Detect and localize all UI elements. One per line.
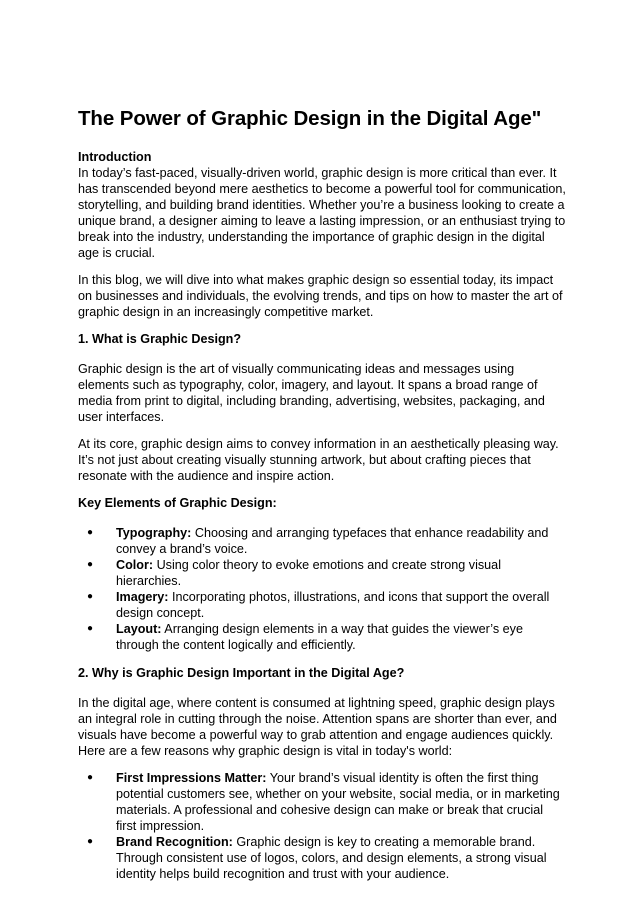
intro-paragraph-2: In this blog, we will dive into what makes graphic design so essential today, its impact on businesses and individuals, the evolving trends, and tips on how to master the art of graphic design in an increasingly competitive market. <box>78 273 563 319</box>
list-item-term: Color: <box>116 558 154 572</box>
list-item <box>87 770 566 834</box>
document-title: The Power of Graphic Design in the Digital Age" <box>78 107 542 130</box>
list-item <box>87 589 566 621</box>
list-item-term: Layout: <box>116 622 162 636</box>
list-item-text: Graphic design is key to creating a memorable brand. Through consistent use of logos, colors, and design elements, a strong visual identity helps build recognition and trust with your audience. <box>116 835 547 881</box>
list-item-text: Arranging design elements in a way that guides the viewer’s eye through the content logically and efficiently. <box>116 622 523 652</box>
bullet-icon: ● <box>87 836 94 847</box>
reasons-list <box>78 770 566 882</box>
list-item-text: Choosing and arranging typefaces that enhance readability and convey a brand’s voice. <box>116 526 549 556</box>
list-item-term: Brand Recognition: <box>116 835 233 849</box>
list-item <box>87 525 566 557</box>
list-item-term: Typography: <box>116 526 192 540</box>
bullet-icon: ● <box>87 527 94 538</box>
intro-paragraph-1 <box>78 149 566 261</box>
bullet-icon: ● <box>87 559 94 570</box>
section-1-paragraph-2: At its core, graphic design aims to convey information in an aesthetically pleasing way. It’s not just about creating visually stunning artwork, but about crafting pieces that resonate with the audience and inspire action. <box>78 437 559 483</box>
list-item-text: Your brand’s visual identity is often the first thing potential customers see, whether on your website, social media, or in marketing materials. A professional and cohesive design can make or break that crucial first impression. <box>116 771 560 833</box>
key-elements-heading: Key Elements of Graphic Design: <box>78 496 277 510</box>
list-item-text: Using color theory to evoke emotions and create strong visual hierarchies. <box>116 558 501 588</box>
section-1-paragraph-1: Graphic design is the art of visually communicating ideas and messages using elements such as typography, color, imagery, and layout. It spans a broad range of media from print to digital, including branding, advertising, websites, packaging, and user interfaces. <box>78 362 545 424</box>
list-item <box>87 557 566 589</box>
list-item <box>87 834 566 882</box>
section-2-paragraph-1: In the digital age, where content is consumed at lightning speed, graphic design plays an integral role in cutting through the noise. Attention spans are shorter than ever, and visuals have become a powerful way to grab attention and engage audiences quickly. Here are a few reasons why graphic design is vital in today's world: <box>78 696 557 758</box>
section-2-heading: 2. Why is Graphic Design Important in the Digital Age? <box>78 666 405 680</box>
intro-text-1: In today’s fast-paced, visually-driven world, graphic design is more critical than ever. It has transcended beyond mere aesthetics to become a powerful tool for communication, storytelling, and building brand identities. Whether you’re a business looking to create a unique brand, a designer aiming to leave a lasting impression, or an enthusiast trying to break into the industry, understanding the importance of graphic design in the digital age is crucial. <box>78 166 566 260</box>
list-item-text: Incorporating photos, illustrations, and icons that support the overall design concept. <box>116 590 550 620</box>
bullet-icon: ● <box>87 623 94 634</box>
list-item-term: Imagery: <box>116 590 169 604</box>
bullet-icon: ● <box>87 591 94 602</box>
list-item-term: First Impressions Matter: <box>116 771 267 785</box>
bullet-icon: ● <box>87 772 94 783</box>
list-item <box>87 621 566 653</box>
intro-heading: Introduction <box>78 150 152 164</box>
key-elements-list <box>78 525 566 653</box>
section-1-heading: 1. What is Graphic Design? <box>78 332 242 346</box>
